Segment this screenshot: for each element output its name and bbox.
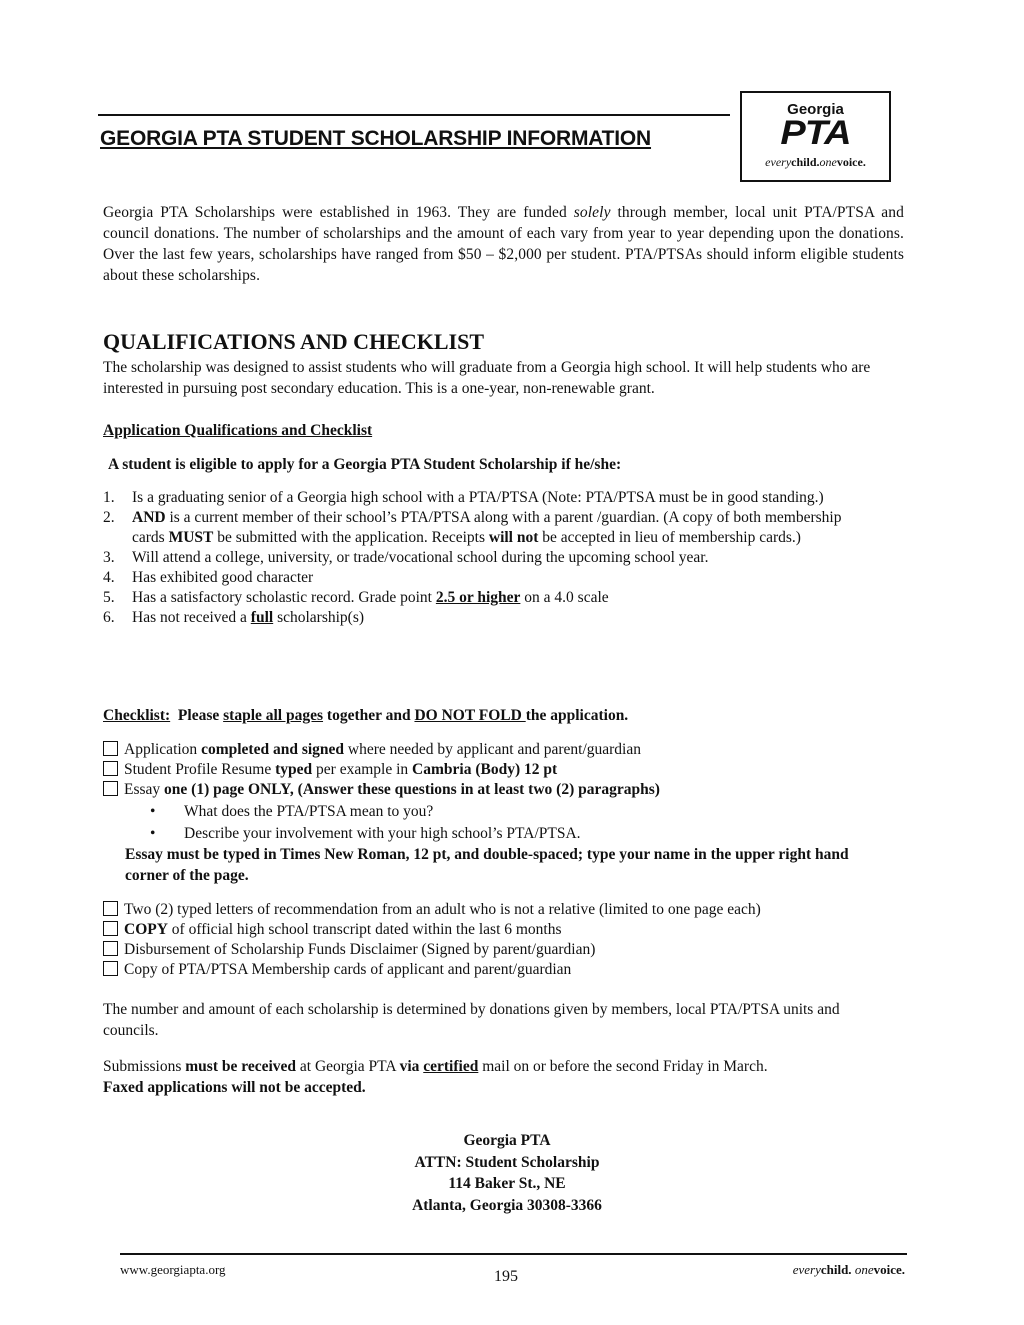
georgia-pta-logo [740, 91, 891, 182]
logo-tagline: everychild.onevoice. [765, 155, 866, 169]
logo-state: Georgia [787, 101, 844, 118]
amount-note: The number and amount of each scholarship is determined by donations given by members, local PTA/PTSA units and councils. [103, 1001, 840, 1039]
page-title: GEORGIA PTA STUDENT SCHOLARSHIP INFORMATION [100, 127, 652, 150]
logo-pta: PTA [780, 114, 851, 152]
essay-note: Essay must be typed in Times New Roman, 12 pt, and double-spaced; type your name in the upper right hand corner of the page. [125, 846, 849, 884]
eligibility-list [103, 488, 863, 628]
checklist-item-transcript: COPY of official high school transcript dated within the last 6 months [103, 920, 562, 940]
title-rule [98, 114, 730, 116]
checkbox [103, 961, 118, 976]
list-item: 2. AND is a current member of their school’s PTA/PTSA along with a parent /guardian. (A copy of both membership cards MUST be submitted with the application. Receipts will not be accepted in lieu of membership cards.) [103, 509, 842, 546]
submission-note: Submissions must be received at Georgia PTA via certified mail on or before the second Friday in March. Faxed applications will not be accepted. [103, 1058, 768, 1096]
address-line: ATTN: Student Scholarship [414, 1153, 600, 1171]
list-item: 1. Is a graduating senior of a Georgia high school with a PTA/PTSA (Note: PTA/PTSA must be in good standing.) [103, 489, 824, 506]
eligibility-intro: A student is eligible to apply for a Georgia PTA Student Scholarship if he/she: [108, 456, 622, 473]
mailing-address [0, 1130, 1014, 1216]
page-number: 195 [494, 1268, 518, 1285]
address-line: Georgia PTA [463, 1132, 551, 1149]
checklist-item-disclaimer: Disbursement of Scholarship Funds Disclaimer (Signed by parent/guardian) [103, 940, 595, 960]
address-line: 114 Baker St., NE [448, 1175, 566, 1192]
address-line: Atlanta, Georgia 30308-3366 [412, 1196, 602, 1214]
list-item: 3. Will attend a college, university, or trade/vocational school during the upcoming school year. [103, 549, 709, 566]
checklist-item-membership: Copy of PTA/PTSA Membership cards of applicant and parent/guardian [103, 960, 571, 980]
checkbox [103, 761, 118, 776]
footer-tagline: everychild. onevoice. [792, 1262, 905, 1277]
footer-website: www.georgiapta.org [120, 1262, 226, 1277]
list-item: 5. Has a satisfactory scholastic record. Grade point 2.5 or higher on a 4.0 scale [103, 589, 609, 606]
checkbox [103, 781, 118, 796]
checklist-item-application: Application completed and signed where needed by applicant and parent/guardian [103, 740, 641, 760]
essay-question-1: • What does the PTA/PTSA mean to you? [150, 803, 434, 820]
checklist-heading: Checklist: Please staple all pages together and DO NOT FOLD the application. [103, 707, 629, 724]
qualifications-heading: QUALIFICATIONS AND CHECKLIST [103, 329, 485, 354]
checklist-item-essay: Essay one (1) page ONLY, (Answer these questions in at least two (2) paragraphs) [103, 780, 660, 800]
checkbox [103, 741, 118, 756]
bullet-icon: • [150, 825, 156, 842]
checkbox [103, 921, 118, 936]
checklist-item-resume: Student Profile Resume typed per example in Cambria (Body) 12 pt [103, 760, 557, 780]
essay-question-2: • Describe your involvement with your high school’s PTA/PTSA. [150, 825, 581, 842]
bullet-icon: • [150, 803, 156, 820]
checkbox [103, 901, 118, 916]
qualifications-description: The scholarship was designed to assist students who will graduate from a Georgia high school. It will help students who are interested in pursuing post secondary education. This is a one-year, non-renewable grant. [103, 359, 871, 397]
application-subheading: Application Qualifications and Checklist [103, 422, 373, 439]
checklist-item-recommendation: Two (2) typed letters of recommendation from an adult who is not a relative (limited to one page each) [103, 900, 761, 920]
intro-paragraph: Georgia PTA Scholarships were established in 1963. They are funded solely through member, local unit PTA/PTSA and council donations. The number of scholarships and the amount of each vary from year to year depending upon the donations. Over the last few years, scholarships have ranged from $50 – $2,000 per student. PTA/PTSAs should inform eligible students about these scholarships. [103, 204, 904, 284]
checkbox [103, 941, 118, 956]
footer-rule [120, 1253, 907, 1255]
list-item: 4. Has exhibited good character [103, 569, 314, 586]
list-item: 6. Has not received a full scholarship(s) [103, 609, 365, 626]
